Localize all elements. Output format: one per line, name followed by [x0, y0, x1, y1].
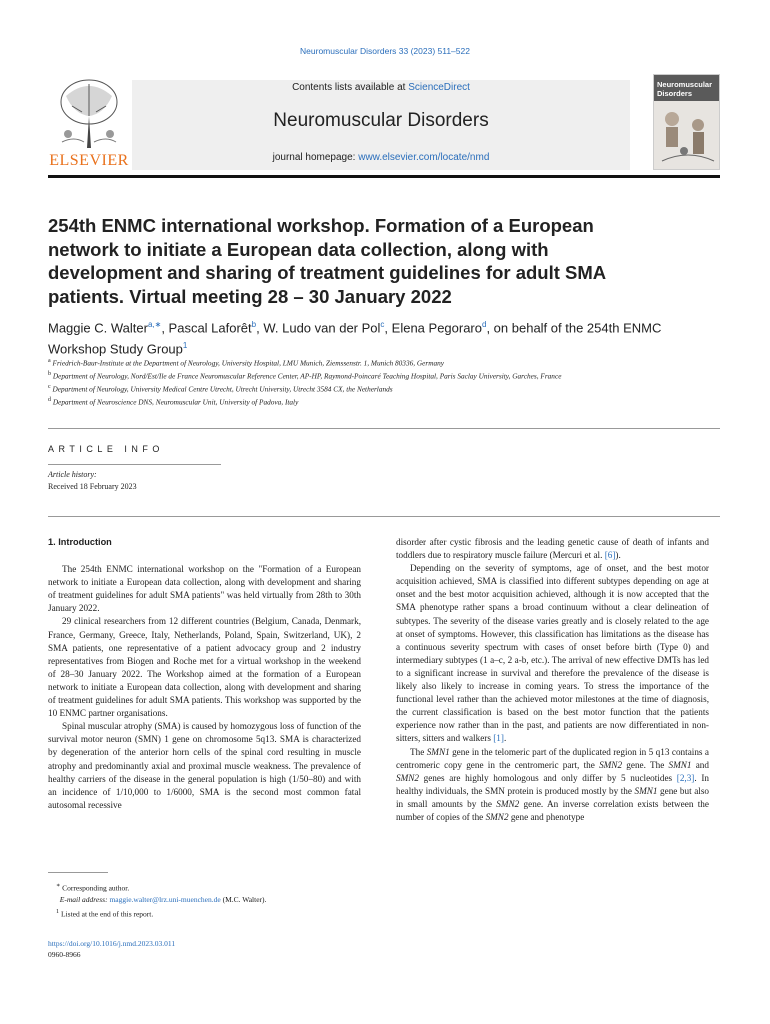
- affiliation-text: Department of Neuroscience DNS, Neuromuscular Unit, University of Padova, Italy: [52, 397, 299, 407]
- publisher-name: ELSEVIER: [49, 152, 129, 169]
- author-affiliation-mark[interactable]: 1: [182, 341, 188, 351]
- received-date: Received 18 February 2023: [48, 481, 137, 491]
- affiliation-text: Department of Neurology, University Medical Centre Utrecht, Utrecht University, Utrecht 3584 CX, the Netherlands: [52, 384, 393, 394]
- paragraph-text: gene. The: [622, 759, 669, 770]
- elsevier-logo: [48, 74, 130, 170]
- paragraph-text: . In healthy individuals, the SMN protein is produced mostly by the: [396, 772, 709, 796]
- article-title: 254th ENMC international workshop. Formation of a European network to initiate a European data collection, along with development and sharing of treatment guidelines for adult SMA patients. Virtual meeting 28 – 30 January 2022: [48, 215, 606, 307]
- journal-masthead: [132, 80, 630, 170]
- cover-title: Neuromuscular Disorders: [654, 75, 720, 101]
- gene-name: SMN1: [426, 746, 450, 757]
- email-suffix: (M.C. Walter).: [220, 895, 267, 904]
- affiliation-item: [48, 382, 668, 395]
- author-name[interactable]: Elena Pegoraro: [391, 320, 482, 336]
- author-separator: ,: [161, 320, 169, 336]
- header-rule: [48, 175, 720, 178]
- paragraph: 29 clinical researchers from 12 different countries (Belgium, Canada, Denmark, France, Germany, Greece, Italy, Netherlands, Poland, Spain, Switzerland, UK), 2 SMA patients, one representative of a patient advocacy group and 2 industry representatives from Biogen and Roche met for a virtual workshop in the weekend of 28–30 January 2022. The Workshop aimed at the formation of a European network to initiate a European data collection, along with development and sharing of treatment guidelines for adult SMA patients. This workshop was supported by the 10 ENMC partner organisations.: [48, 616, 361, 719]
- affiliation-label: b: [48, 370, 51, 377]
- author-name[interactable]: Maggie C. Walter: [48, 320, 148, 336]
- affiliation-divider: [48, 428, 720, 429]
- affiliation-item: [48, 356, 668, 369]
- affiliation-label: d: [48, 396, 51, 403]
- article-info-heading: ARTICLE INFO: [48, 444, 164, 454]
- journal-citation[interactable]: Neuromuscular Disorders 33 (2023) 511–522: [300, 46, 470, 56]
- affiliation-text: Friedrich-Baur-Institute at the Department of Neurology, University Hospital, LMU Munich, Ziemssenstr. 1, Munich 80336, Germany: [52, 358, 445, 368]
- author-list: [48, 316, 668, 359]
- sciencedirect-link[interactable]: ScienceDirect: [408, 82, 470, 93]
- journal-name: Neuromuscular Disorders: [273, 110, 489, 131]
- author-affiliation-mark[interactable]: d: [482, 320, 487, 329]
- gene-name: SMN2: [496, 798, 520, 809]
- gene-name: SMN2: [485, 811, 509, 822]
- affiliation-item: [48, 395, 668, 408]
- email-label: E-mail address:: [59, 895, 110, 904]
- paragraph-text: .: [503, 733, 507, 744]
- affiliation-label: c: [48, 383, 51, 390]
- footnote-text: Corresponding author.: [62, 883, 130, 893]
- cover-figure-icon: [658, 105, 717, 167]
- listed-footnote: [56, 906, 266, 920]
- paragraph-text: gene but also in small amounts by the: [396, 785, 709, 809]
- author-name[interactable]: 254th ENMC Workshop Study Group: [48, 320, 662, 357]
- reference-link[interactable]: [1]: [493, 733, 504, 744]
- paragraph-text: genes are highly homologous and only differ by 5 nucleotides: [418, 772, 677, 783]
- affiliations: [48, 356, 668, 408]
- footnote-divider: [48, 872, 108, 873]
- contents-line: [132, 82, 630, 93]
- gene-name: SMN1: [668, 759, 692, 770]
- author-name[interactable]: Pascal Laforêt: [168, 320, 252, 336]
- paragraph: Spinal muscular atrophy (SMA) is caused by homozygous loss of function of the survival motor neuron (SMN) 1 gene on chromosome 5q13. SMA is characterized by degeneration of the anterior horn cells of the spinal cord resulting in muscle atrophy and predominantly axial and proximal muscle weakness. The prevalence of healthy carriers of the disease in the general population is high (1/50–80) and with an incidence of 1/10,000 to 1/6000, SMA is the second most common fatal autosomal recessive: [48, 721, 361, 810]
- footnote-text: Listed at the end of this report.: [61, 909, 154, 918]
- reference-link[interactable]: [6]: [604, 550, 616, 561]
- author-name[interactable]: W. Ludo van der Pol: [263, 320, 381, 336]
- doi-link[interactable]: https://doi.org/10.1016/j.nmd.2023.03.011: [48, 939, 176, 948]
- issn: 0960-8966: [48, 950, 81, 959]
- contents-prefix: Contents lists available at: [292, 82, 409, 93]
- email-link[interactable]: maggie.walter@lrz.uni-muenchen.de: [109, 895, 221, 904]
- article-info-divider: [48, 464, 221, 465]
- journal-banner: [48, 74, 720, 174]
- paragraph-text: gene in the telomeric part of the duplicated region in 5 q13 contains a centromeric copy gene in the centromeric part, the: [396, 746, 709, 770]
- affiliation-item: [48, 369, 668, 382]
- reference-link[interactable]: [2,3]: [676, 772, 695, 783]
- footnotes: [56, 880, 266, 920]
- paragraph-text: and: [691, 759, 709, 770]
- gene-name: SMN1: [634, 785, 658, 796]
- paragraph-text: The: [410, 746, 427, 757]
- paragraph-text: Depending on the severity of symptoms, age of onset, and the best motor acquisition achieved, SMA is classified into different subtypes depending on age at onset and the best motor acquisition achieved, although it is now accepted that the SMA phenotype rather spans a broad continuum without a clear delineation of subtypes. The severity of the disease varies greatly and is closely related to the age at onset of symptoms. However, this classification has limitations as the disease has a continuous severity spectrum with cases of onset before birth (Type 0) and intermediary subtypes (1 a–c, 2 a-b, etc.). The arrival of new effective DMTs has led to a significant increase in survival and therefore the prevalence of the disease is likely also likely to increase in coming years. To stress the importance of the functional level rather than the achieved motor milestones at the time of diagnosis, the current classification is based on the best motor function that the patients experience now rather than in the past, and patients are now differentiated in non-sitters, sitters and walkers: [396, 563, 709, 744]
- article-history: [48, 469, 137, 492]
- corresponding-footnote: [56, 880, 266, 894]
- paragraph-text: disorder after cystic fibrosis and the leading genetic cause of death of infants and toddlers due to respiratory muscle failure (Mercuri et al.: [396, 537, 709, 561]
- gene-name: SMN2: [396, 772, 419, 783]
- history-label: Article history:: [48, 470, 97, 479]
- author-separator: ,: [256, 320, 264, 336]
- elsevier-tree-icon: [54, 76, 124, 150]
- author-affiliation-mark[interactable]: c: [380, 320, 385, 329]
- paragraph-text: gene and phenotype: [508, 811, 585, 822]
- paragraph: [396, 746, 709, 825]
- author-separator: , on behalf of the: [486, 320, 587, 336]
- journal-cover-thumbnail[interactable]: [653, 74, 720, 170]
- author-affiliation-mark[interactable]: b: [251, 320, 257, 329]
- footnote-mark: ∗: [56, 882, 61, 889]
- body-divider: [48, 516, 720, 517]
- author-separator: ,: [384, 320, 392, 336]
- homepage-line: [132, 152, 630, 163]
- left-column: [48, 536, 361, 812]
- homepage-link[interactable]: www.elsevier.com/locate/nmd: [358, 152, 490, 163]
- paragraph-text: ).: [615, 550, 621, 561]
- paragraph: The 254th ENMC international workshop on the "Formation of a European network to initiate a European data collection, along with development and sharing of treatment guidelines for adult SMA patients" was held virtually from 28th to 30th January 2022.: [48, 564, 361, 614]
- paragraph-text: gene. An inverse correlation exists between the number of copies of the: [396, 798, 709, 822]
- paragraph: [396, 562, 709, 745]
- gene-name: SMN2: [599, 759, 623, 770]
- paragraph: [396, 536, 709, 562]
- homepage-prefix: journal homepage:: [272, 152, 359, 163]
- footnote-mark: 1: [56, 907, 60, 915]
- email-footnote: [56, 894, 266, 906]
- affiliation-label: a: [48, 358, 51, 364]
- affiliation-text: Department of Neurology, Nord/Est/Ile de France Neuromuscular Reference Center, AP-HP, Raymond-Poincaré Teaching Hospital, Paris Saclay University, Garches, France: [52, 371, 562, 381]
- section-heading: 1. Introduction: [48, 537, 112, 547]
- author-affiliation-mark[interactable]: a,∗: [147, 320, 162, 329]
- right-column: [396, 536, 709, 824]
